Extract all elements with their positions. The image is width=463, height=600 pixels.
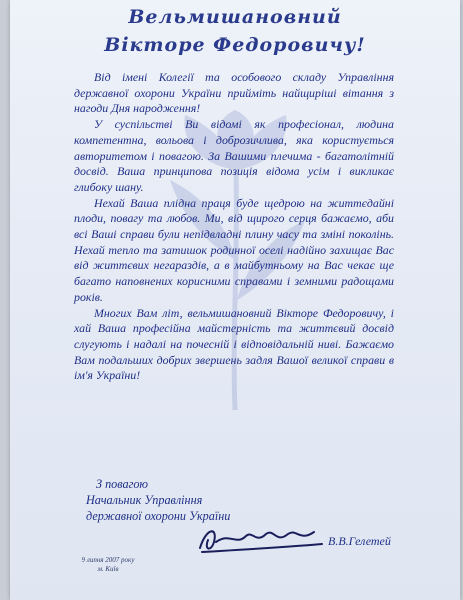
sender-title-line: державної охорони України	[86, 509, 231, 523]
letter-body	[74, 70, 394, 384]
paragraph: Многих Вам літ, вельмишановний Вікторе Федоровичу, і хай Ваша професійна майстерність та життєвий досвід слугують і надалі на почесній і відповідальній ниві. Бажаємо Вам подальших добрих звершень задля Вашої великої справи в ім'я України!	[74, 305, 394, 383]
sender-title-line: Начальник Управління	[86, 493, 203, 507]
paragraph: Від імені Колегії та особового складу Управління державної охорони України прийміть найщиріші вітання з нагоди Дня народження!	[74, 70, 394, 116]
letter-date: 9 липня 2007 року	[81, 556, 135, 564]
sender-block	[86, 476, 230, 524]
paragraph: Нехай Ваша плідна праця буде щедрою на життєдайні плоди, повагу та любов. Ми, від щирого серця бажаємо, аби всі Ваші справи були непідвладні плину часу та зміні поколінь. Нехай тепло та затишок родинної оселі надійно захищає Вас від життєвих негараздів, а в майбутньому на Вас чекає ще багато наповнених корисними справами і земними радощами років.	[74, 195, 394, 304]
letter-page	[10, 0, 460, 600]
closing-phrase: З повагою	[96, 477, 149, 491]
signer-name: В.В.Гелетей	[328, 534, 391, 548]
heading-salutation: Вельмишановний	[128, 6, 342, 28]
handwritten-signature	[196, 522, 326, 556]
letter-place: м. Київ	[97, 565, 119, 573]
date-place	[68, 556, 148, 574]
heading-addressee: Вікторе Федоровичу!	[104, 34, 366, 56]
paragraph: У суспільстві Ви відомі як професіонал, людина компетентна, вольова і доброзичлива, яка користується авторитетом і повагою. За Вашими плечима - багатолітній досвід. Ваша принципова позиція відома усім і викликає глибоку шану.	[74, 117, 394, 194]
